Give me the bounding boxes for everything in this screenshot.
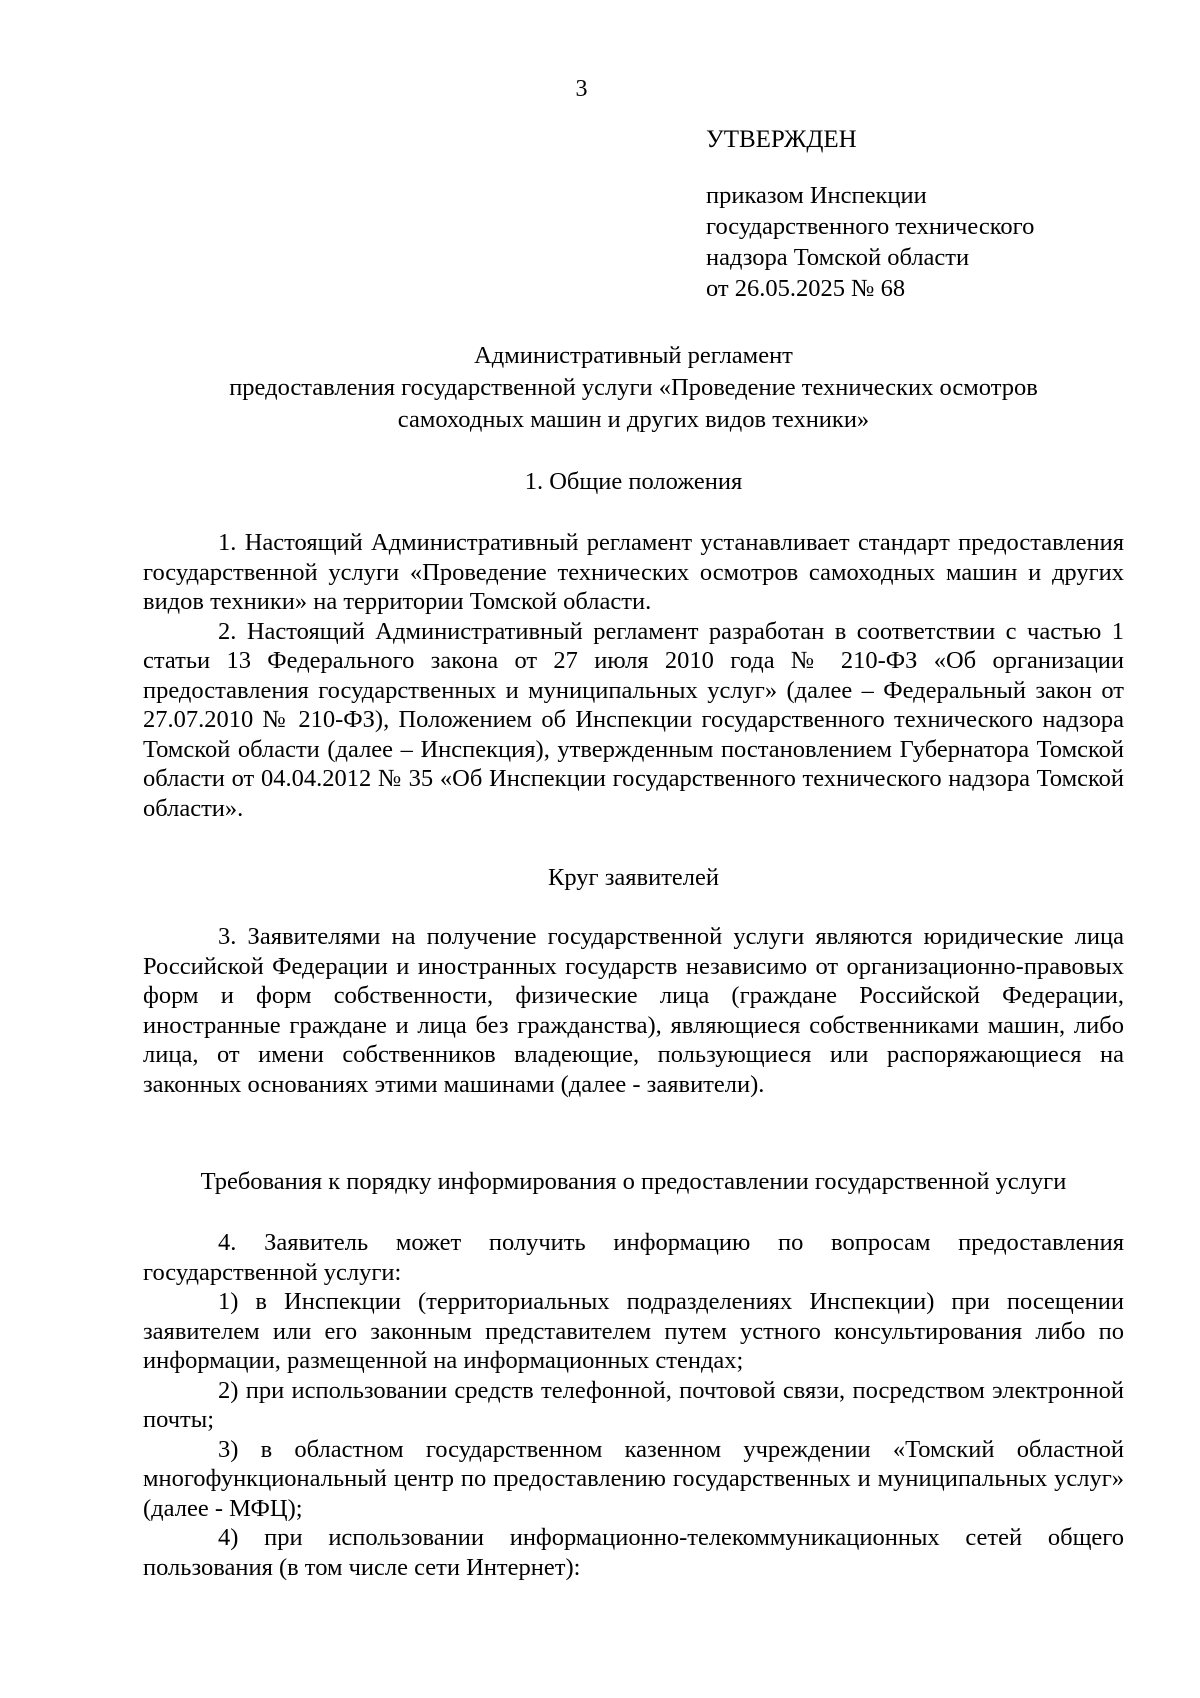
approval-line: государственного технического	[706, 213, 1035, 240]
section-information-body	[143, 1228, 1124, 1582]
title-line: предоставления государственной услуги «Проведение технических осмотров	[229, 374, 1038, 401]
approval-line: приказом Инспекции	[706, 182, 927, 209]
paragraph: 4) при использовании информационно-телекоммуникационных сетей общего пользования (в том числе сети Интернет):	[143, 1524, 1124, 1581]
title-line: Административный регламент	[474, 342, 793, 369]
paragraph: 3. Заявителями на получение государственной услуги являются юридические лица Российской Федерации и иностранных государств независимо от организационно-правовых форм и форм собственности, физические лица (граждане Российской Федерации, иностранные граждане и лица без гражданства), являющиеся собственниками машин, либо лица, от имени собственников владеющие, пользующиеся или распоряжающиеся на законных основаниях этими машинами (далее - заявители).	[143, 923, 1124, 1098]
title-line: самоходных машин и других видов техники»	[397, 406, 870, 433]
section-general-body	[143, 528, 1124, 823]
approval-line: от 26.05.2025 № 68	[706, 275, 906, 302]
paragraph: 4. Заявитель может получить информацию по вопросам предоставления государственной услуги:	[143, 1229, 1124, 1286]
paragraph: 1. Настоящий Административный регламент устанавливает стандарт предоставления государственной услуги «Проведение технических осмотров самоходных машин и других видов техники» на территории Томской области.	[143, 529, 1124, 615]
paragraph: 2. Настоящий Административный регламент разработан в соответствии с частью 1 статьи 13 Федерального закона от 27 июля 2010 года № 210-ФЗ «Об организации предоставления государственных и муниципальных услуг» (далее – Федеральный закон от 27.07.2010 № 210-ФЗ), Положением об Инспекции государственного технического надзора Томской области (далее – Инспекция), утвержденным постановлением Губернатора Томской области от 04.04.2012 № 35 «Об Инспекции государственного технического надзора Томской области».	[143, 617, 1124, 822]
section-heading-general	[143, 466, 1124, 498]
approval-label: УТВЕРЖДЕН	[706, 126, 857, 153]
section-heading: Круг заявителей	[548, 864, 719, 891]
section-heading-applicants	[143, 862, 1124, 894]
paragraph: 2) при использовании средств телефонной, почтовой связи, посредством электронной почты;	[143, 1376, 1124, 1433]
paragraph: 1) в Инспекции (территориальных подразделениях Инспекции) при посещении заявителем или его законным представителем путем устного консультирования либо по информации, размещенной на информационных стендах;	[143, 1288, 1124, 1374]
approval-line: надзора Томской области	[706, 244, 970, 271]
document-title	[143, 340, 1124, 436]
section-heading: Требования к порядку информирования о предоставлении государственной услуги	[200, 1168, 1067, 1195]
page-number: 3	[575, 76, 588, 102]
section-heading: 1. Общие положения	[524, 468, 743, 495]
section-applicants-body	[143, 922, 1124, 1099]
section-heading-information	[143, 1166, 1124, 1198]
paragraph: 3) в областном государственном казенном учреждении «Томский областной многофункциональный центр по предоставлению государственных и муниципальных услуг» (далее - МФЦ);	[143, 1435, 1124, 1522]
approval-block	[706, 124, 1034, 304]
